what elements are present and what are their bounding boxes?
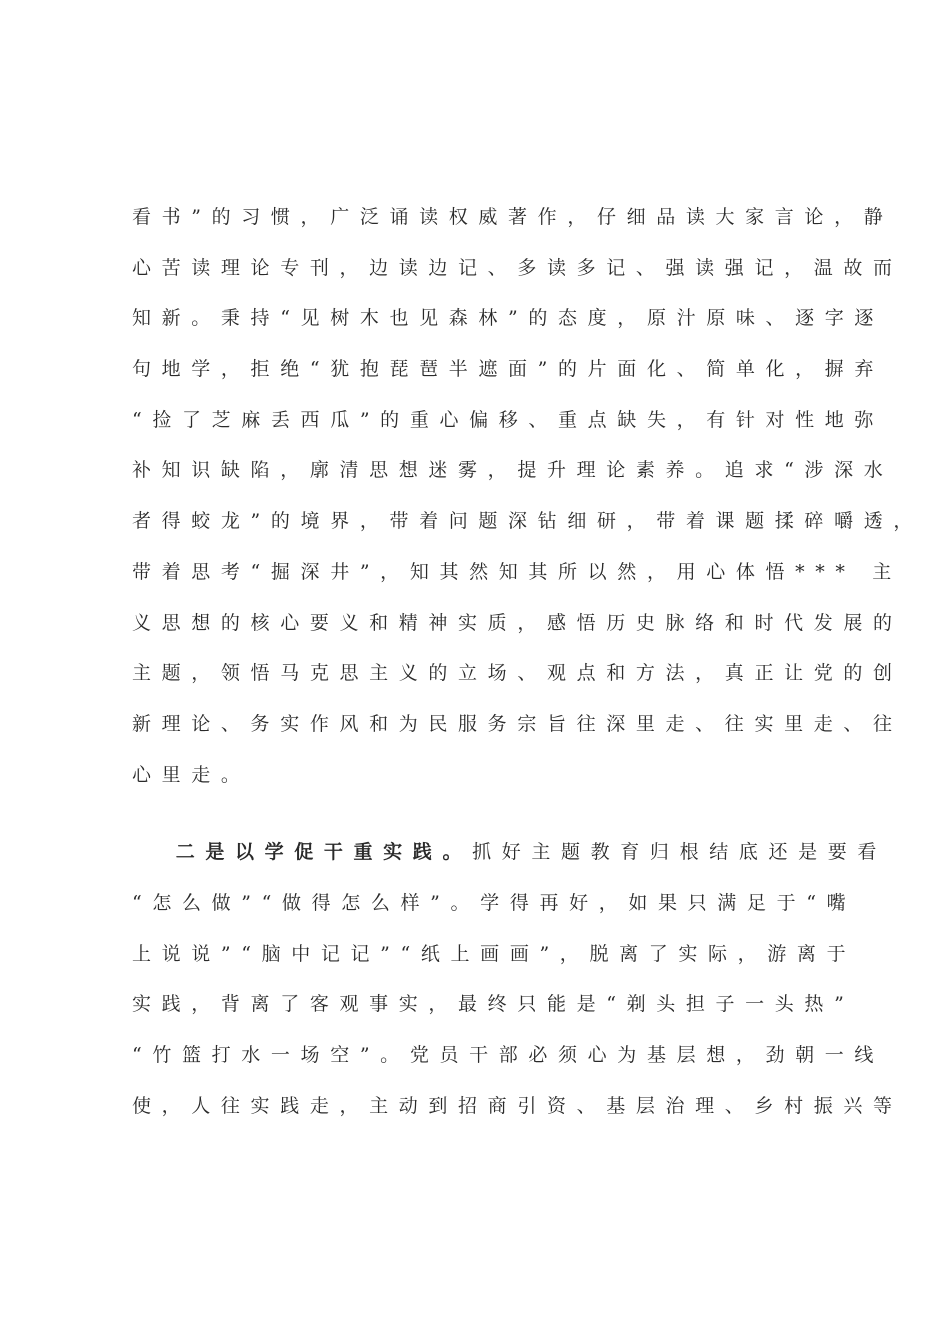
paragraph-heading: 二是以学促干重实践。	[175, 841, 473, 864]
body-text	[132, 192, 923, 1131]
text-line: 带着思考“掘深井”，知其然知其所以然，用心体悟*** 主	[132, 560, 902, 583]
text-line: 心里走。	[132, 763, 251, 786]
text-line: 新理论、务实作风和为民服务宗旨往深里走、往实里走、往	[132, 712, 903, 735]
text-line: 者得蛟龙”的境界，带着问题深钻细研，带着课题揉碎嚼透，	[132, 510, 923, 533]
paragraph-spacer	[132, 800, 832, 827]
text-line: 主题，领悟马克思主义的立场、观点和方法，真正让党的创	[132, 662, 903, 685]
text-line: 看书”的习惯，广泛诵读权威著作，仔细品读大家言论，静	[132, 206, 894, 228]
text-line: 使，人往实践走，主动到招商引资、基层治理、乡村振兴等	[132, 1094, 903, 1117]
text-line: “怎么做”“做得怎么样”。学得再好，如果只满足于“嘴	[132, 891, 857, 914]
text-line: 上说说”“脑中记记”“纸上画画”，脱离了实际，游离于	[132, 942, 857, 965]
text-line: “捡了芝麻丢西瓜”的重心偏移、重点缺失，有针对性地弥	[132, 408, 885, 431]
text-line: 义思想的核心要义和精神实质，感悟历史脉络和时代发展的	[132, 611, 903, 634]
text-line: 句地学，拒绝“犹抱琵琶半遮面”的片面化、简单化，摒弃	[132, 358, 885, 381]
text-line: 补知识缺陷，廓清思想迷雾，提升理论素养。追求“涉深水	[132, 459, 894, 482]
text-line: 知新。秉持“见树木也见森林”的态度，原汁原味、逐字逐	[132, 307, 885, 330]
text-line: 实践，背离了客观事实，最终只能是“剃头担子一头热”	[132, 993, 855, 1016]
text-line: 心苦读理论专刊，边读边记、多读多记、强读强记，温故而	[132, 256, 903, 279]
paragraph-theory-study	[132, 192, 923, 800]
text-line: “竹篮打水一场空”。党员干部必须心为基层想，劲朝一线	[132, 1044, 885, 1066]
paragraph-practice	[132, 827, 903, 1131]
text-line-first	[132, 827, 888, 878]
paragraph-first-line-text: 抓好主题教育归根结底还是要看	[472, 841, 888, 864]
